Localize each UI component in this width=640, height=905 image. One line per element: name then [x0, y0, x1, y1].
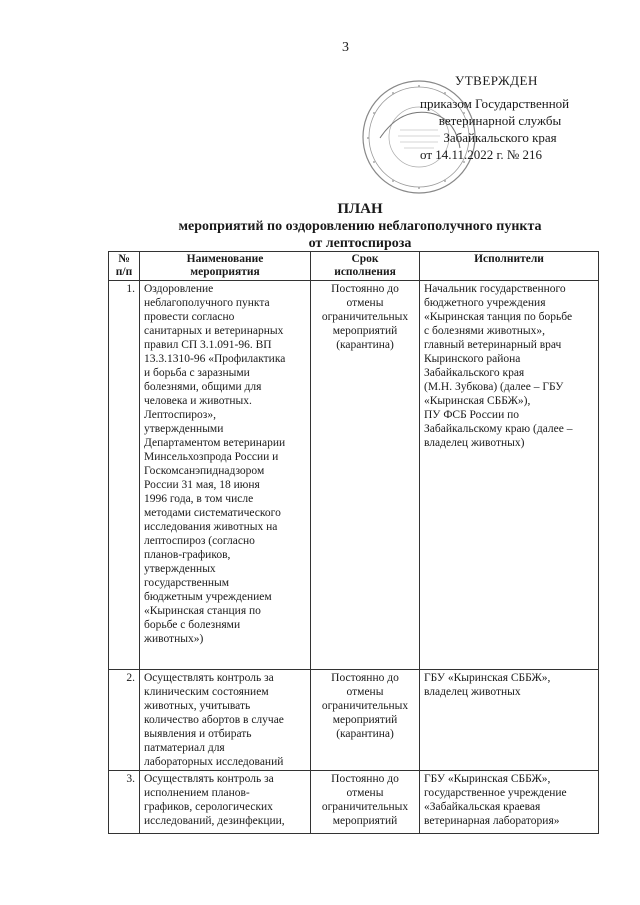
header-executors: Исполнители: [420, 252, 599, 281]
approval-line-1: приказом Государственной: [420, 96, 570, 111]
plan-heading: [100, 200, 620, 252]
approval-title: УТВЕРЖДЕН: [455, 73, 538, 88]
approval-date: от 14.11.2022 г. № 216: [420, 147, 543, 162]
row-executors: ГБУ «Кыринская СББЖ», владелец животных: [420, 670, 599, 771]
table-row: [109, 771, 599, 834]
plan-subtitle-line-2: от лептоспироза: [308, 236, 412, 251]
header-number: № п/п: [109, 252, 140, 281]
row-executors: Начальник государственного бюджетного учреждения «Кыринская танция по борьбе с болезнями животных», главный ветеринарный врач Кыринского района Забайкальского края (М.Н. Зубкова) (далее – ГБУ «Кыринская СББЖ»), ПУ ФСБ России по Забайкальскому краю (далее – владелец животных): [420, 281, 599, 670]
page-number: 3: [342, 40, 349, 55]
approval-block: [380, 72, 620, 163]
row-term: Постоянно до отмены ограничительных мероприятий (карантина): [311, 281, 420, 670]
row-activity: Осуществлять контроль за исполнением планов- графиков, серологических исследований, дезинфекции,: [140, 771, 311, 834]
row-number: 2.: [109, 670, 140, 771]
row-activity: Оздоровление неблагополучного пункта провести согласно санитарных и ветеринарных правил СП 3.1.091-96. ВП 13.3.1310-96 «Профилактика и борьба с заразными болезнями, общими для человека и животных. Лептоспироз», утвержденными Департаментом ветеринарии Минсельхозпрода России и Госкомсанэпиднадзором России 31 мая, 18 июня 1996 года, в том числе методами систематического исследования животных на лептоспироз (согласно планов-графиков, утвержденных государственным бюджетным учреждением «Кыринская станция по борьбе с болезнями животных»): [140, 281, 311, 670]
plan-title: ПЛАН: [337, 201, 383, 217]
table-row: [109, 670, 599, 771]
row-number: 3.: [109, 771, 140, 834]
plan-table: [108, 251, 599, 834]
approval-line-2: ветеринарной службы: [438, 113, 562, 128]
row-term: Постоянно до отмены ограничительных мероприятий: [311, 771, 420, 834]
header-activity: Наименование мероприятия: [140, 252, 311, 281]
table-row: [109, 281, 599, 670]
approval-line-3: Забайкальского края: [443, 130, 557, 145]
header-term: Срок исполнения: [311, 252, 420, 281]
row-executors: ГБУ «Кыринская СББЖ», государственное учреждение «Забайкальская краевая ветеринарная лаборатория»: [420, 771, 599, 834]
row-term: Постоянно до отмены ограничительных мероприятий (карантина): [311, 670, 420, 771]
row-activity: Осуществлять контроль за клиническим состоянием животных, учитывать количество абортов в случае выявления и отбирать патматериал для лабораторных исследований: [140, 670, 311, 771]
plan-subtitle-line-1: мероприятий по оздоровлению неблагополучного пункта: [178, 219, 542, 234]
row-number: 1.: [109, 281, 140, 670]
table-header-row: [109, 252, 599, 281]
